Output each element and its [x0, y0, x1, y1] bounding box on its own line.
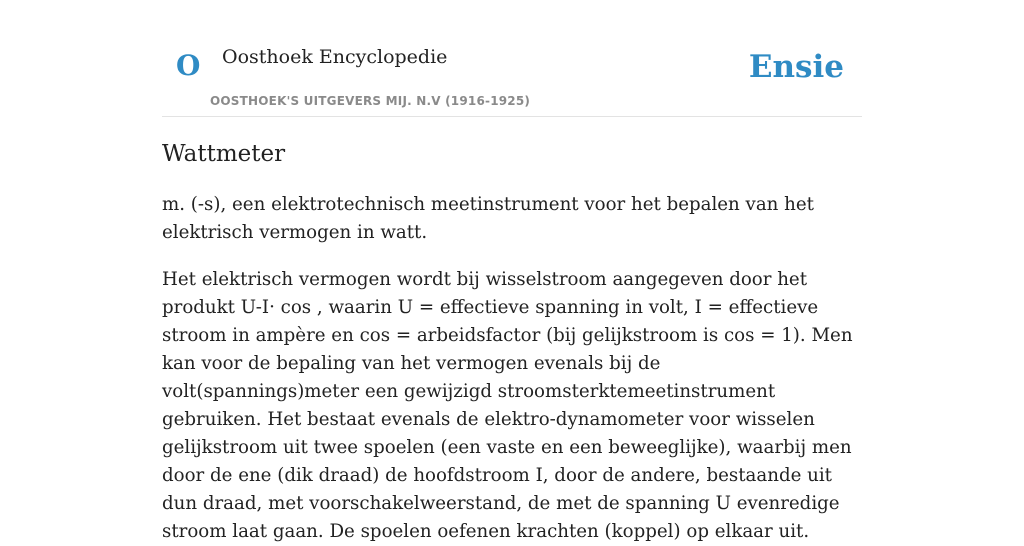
- entry-paragraph: m. (-s), een elektrotechnisch meetinstrument voor het bepalen van het elektrisch vermogen in watt.: [162, 193, 814, 243]
- publication-header: [162, 0, 862, 117]
- publication-title[interactable]: Oosthoek Encyclopedie: [222, 46, 448, 68]
- entry-paragraph: Het elektrisch vermogen wordt bij wisselstroom aangegeven door het produkt U-I· cos , waarin U = effectieve spanning in volt, I = effectieve stroom in ampère en cos = arbeidsfactor (bij gelijkstroom is cos = 1). Men kan voor de bepaling van het vermogen evenals bij de volt(spannings)meter een gewijzigd stroomsterktemeetinstrument gebruiken. Het bestaat evenals de elektro-dynamometer voor wisselen gelijkstroom uit twee spoelen (een vaste en een beweeglijke), waarbij men door de ene (dik draad) de hoofdstroom I, door de andere, bestaande uit dun draad, met voorschakelweerstand, de met de spanning U evenredige stroom laat gaan. De spoelen oefenen krachten (koppel) op elkaar uit.: [162, 268, 853, 542]
- content-container: [162, 0, 862, 546]
- ensie-logo-link[interactable]: Ensie: [748, 49, 844, 85]
- publication-logo[interactable]: O: [176, 49, 201, 82]
- entry-title: Wattmeter: [162, 141, 286, 167]
- publication-subtitle: OOSTHOEK'S UITGEVERS MIJ. N.V (1916-1925): [210, 94, 531, 108]
